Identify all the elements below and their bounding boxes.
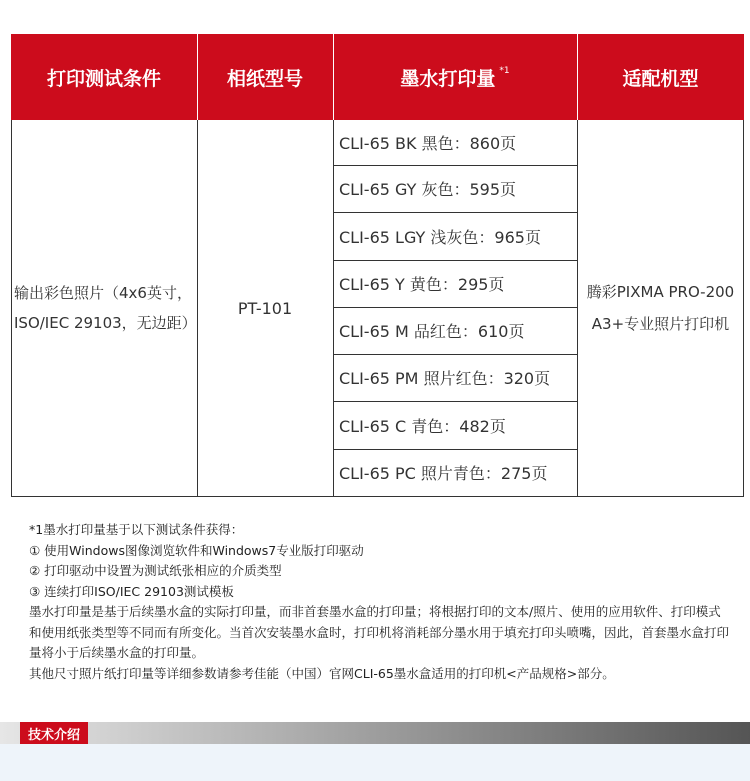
footnote-title: *1墨水打印量基于以下测试条件获得： (29, 522, 244, 537)
ink-row (333, 165, 577, 212)
header-test-condition (11, 34, 197, 120)
ink-row (333, 354, 577, 401)
spec-table (11, 34, 744, 497)
test-condition-line: ISO/IEC 29103，无边距） (14, 314, 197, 332)
ink-row (333, 120, 577, 165)
header-label: 相纸型号 (226, 67, 303, 90)
header-label: 墨水打印量 (400, 67, 496, 90)
test-condition-line: 输出彩色照片（4x6英寸， (14, 284, 192, 302)
ink-row-text: CLI-65 Y 黄色：295页 (339, 275, 505, 294)
ink-row-text: CLI-65 PC 照片青色：275页 (339, 464, 548, 483)
ink-row-text: CLI-65 GY 灰色：595页 (339, 180, 517, 199)
ink-row (333, 307, 577, 354)
header-label: 打印测试条件 (46, 67, 161, 90)
header-divider (577, 34, 578, 120)
ink-row-text: CLI-65 C 青色：482页 (339, 416, 506, 436)
compatible-model-cell (577, 120, 744, 496)
header-ink-yield (333, 34, 577, 120)
ink-row (333, 212, 577, 260)
table-border (11, 496, 744, 497)
footnote-mark: *1 (499, 66, 510, 76)
header-paper-model (197, 34, 333, 120)
ink-row-text: CLI-65 PM 照片红色：320页 (339, 369, 551, 388)
ink-row-text: CLI-65 LGY 浅灰色：965页 (339, 227, 541, 247)
section-title-tag (20, 722, 88, 744)
footnote-final: 其他尺寸照片纸打印量等详细参数请参考佳能（中国）官网CLI-65墨水盒适用的打印机<产品规格>部分。 (29, 665, 615, 681)
footnote-paragraph: 墨水打印量是基于后续墨水盒的实际打印量，而非首套墨水盒的打印量；将根据打印的文本/照片、使用的应用软件、打印模式和使用纸张类型等不同而有所变化。当首次安装墨水盒时，打印机将消耗部分墨水用于填充打印头喷嘴，因此，首套墨水盒打印量将小于后续墨水盒的打印量。 (29, 604, 730, 660)
ink-row-text: CLI-65 BK 黑色：860页 (339, 134, 517, 153)
header-label: 适配机型 (622, 67, 699, 90)
section-bar (0, 722, 750, 744)
footnote-item: ② 打印驱动中设置为测试纸张相应的介质类型 (29, 563, 282, 578)
header-divider (333, 34, 334, 120)
paper-model-cell (197, 120, 333, 496)
printer-model-line: A3+专业照片打印机 (591, 315, 730, 333)
footnote-item: ① 使用Windows图像浏览软件和Windows7专业版打印驱动 (29, 542, 364, 558)
section-title: 技术介绍 (28, 727, 81, 743)
test-condition-cell (14, 120, 197, 496)
header-divider (197, 34, 198, 120)
table-border (11, 120, 12, 497)
ink-row-text: CLI-65 M 品红色：610页 (339, 322, 525, 341)
section-background (0, 744, 750, 781)
ink-row (333, 260, 577, 307)
ink-row (333, 449, 577, 496)
printer-model-line: 腾彩PIXMA PRO-200 (586, 283, 735, 301)
ink-row (333, 401, 577, 449)
footnote-item: ③ 连续打印ISO/IEC 29103测试模板 (29, 583, 234, 599)
paper-model-value: PT-101 (237, 298, 293, 318)
footnotes (29, 520, 729, 684)
header-compatible-model (577, 34, 744, 120)
